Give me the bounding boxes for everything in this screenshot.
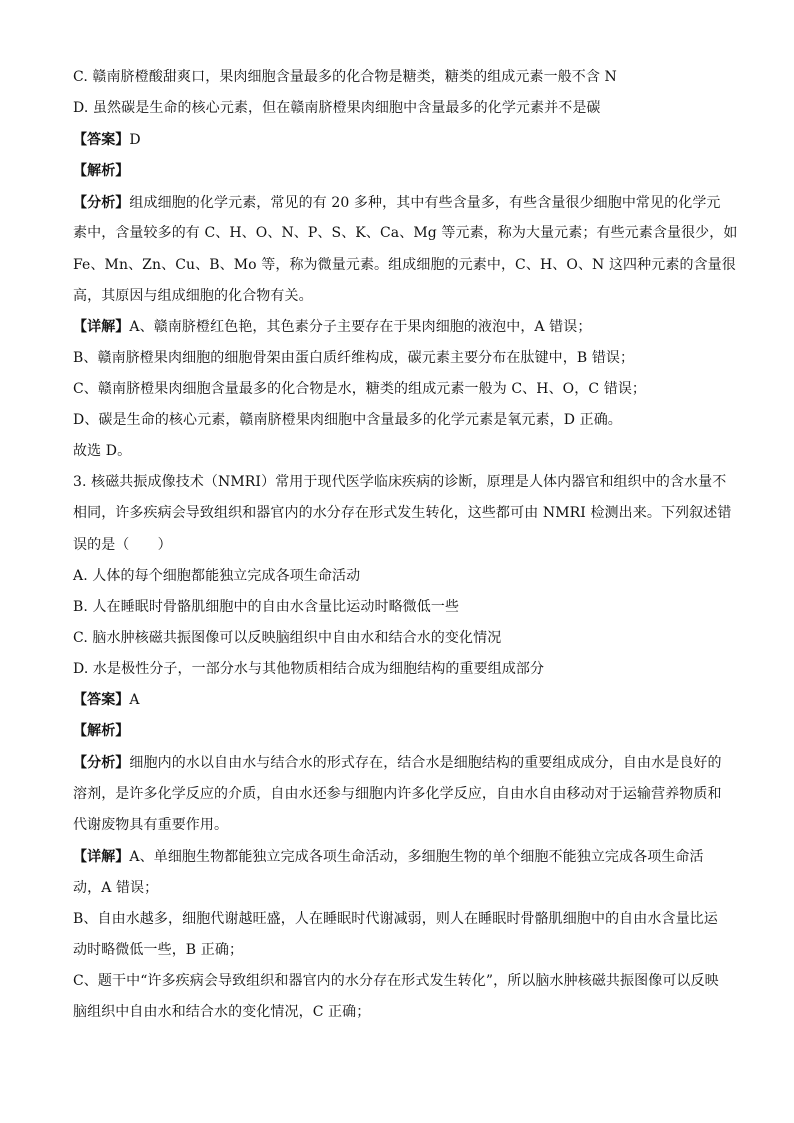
text-line (73, 161, 129, 181)
text-line (73, 98, 601, 118)
line-text: D. 水是极性分子，一部分水与其他物质相结合成为细胞结构的重要组成部分 (73, 661, 545, 677)
text-line (73, 441, 131, 461)
text-line (73, 659, 544, 679)
line-text: 故选 D。 (73, 443, 132, 459)
line-text: A (129, 692, 140, 708)
text-line (73, 193, 721, 213)
section-tag: 【分析】 (73, 195, 130, 211)
line-text: B. 人在睡眠时骨骼肌细胞中的自由水含量比运动时略微低一些 (73, 599, 460, 615)
text-line (73, 971, 719, 991)
line-text: D、碳是生命的核心元素，赣南脐橙果肉细胞中含量最多的化学元素是氧元素，D 正确。 (73, 412, 622, 428)
text-line (73, 317, 591, 337)
text-line (73, 784, 722, 804)
line-text: 3. 核磁共振成像技术（NMRI）常用于现代医学临床疾病的诊断，原理是人体内器官和组织中的含水量不 (73, 474, 727, 490)
text-line (73, 909, 718, 929)
line-text: 脑组织中自由水和结合水的变化情况，C 正确； (73, 1004, 371, 1020)
line-text: C. 脑水肿核磁共振图像可以反映脑组织中自由水和结合水的变化情况 (73, 630, 502, 646)
text-line (73, 878, 158, 898)
text-line (73, 379, 646, 399)
line-text: D (129, 132, 141, 148)
text-line (73, 503, 731, 523)
text-line (73, 410, 622, 430)
line-text: 细胞内的水以自由水与结合水的形式存在，结合水是细胞结构的重要组成成分，自由水是良好的 (129, 755, 722, 771)
line-text: 动，A 错误； (73, 880, 159, 896)
text-line (73, 255, 736, 275)
text-line (73, 847, 704, 867)
text-line (73, 348, 634, 368)
text-line (73, 940, 243, 960)
line-text: D. 虽然碳是生命的核心元素，但在赣南脐橙果肉细胞中含量最多的化学元素并不是碳 (73, 100, 601, 116)
section-tag: 【详解】 (73, 319, 130, 335)
text-line (73, 690, 140, 710)
line-text: B、赣南脐橙果肉细胞的细胞骨架由蛋白质纤维构成，碳元素主要分布在肽键中，B 错误； (73, 350, 635, 366)
line-text: 代谢废物具有重要作用。 (73, 817, 229, 833)
section-tag: 【分析】 (73, 755, 130, 771)
text-line (73, 472, 726, 492)
text-line (73, 286, 313, 306)
section-tag: 【答案】 (73, 132, 130, 148)
line-text: 溶剂，是许多化学反应的介质，自由水还参与细胞内许多化学反应，自由水自由移动对于运输营养物质和 (73, 786, 722, 802)
line-text: C. 赣南脐橙酸甜爽口，果肉细胞含量最多的化合物是糖类，糖类的组成元素一般不含 N (73, 69, 617, 85)
text-line (73, 130, 141, 150)
text-line (73, 223, 737, 243)
text-line (73, 815, 228, 835)
line-text: B、自由水越多，细胞代谢越旺盛，人在睡眠时代谢减弱，则人在睡眠时骨骼肌细胞中的自由水含量比运 (73, 911, 718, 927)
line-text: A、单细胞生物都能独立完成各项生命活动，多细胞生物的单个细胞不能独立完成各项生命活 (129, 849, 704, 865)
line-text: 素中，含量较多的有 C、H、O、N、P、S、K、Ca、Mg 等元素，称为大量元素；有些元素含量很少，如 (73, 225, 738, 241)
section-tag: 【解析】 (73, 163, 130, 179)
text-line (73, 597, 459, 617)
line-text: 相同，许多疾病会导致组织和器官内的水分存在形式发生转化，这些都可由 NMRI 检测出来。下列叙述错 (73, 505, 732, 521)
section-tag: 【答案】 (73, 692, 130, 708)
text-line (73, 67, 617, 87)
line-text: 误的是（ ） (73, 537, 172, 553)
line-text: A、赣南脐橙红色艳，其色素分子主要存在于果肉细胞的液泡中，A 错误； (129, 319, 592, 335)
text-line (73, 628, 501, 648)
text-line (73, 1002, 370, 1022)
line-text: C、赣南脐橙果肉细胞含量最多的化合物是水，糖类的组成元素一般为 C、H、O，C 错误； (73, 381, 647, 397)
line-text: 组成细胞的化学元素，常见的有 20 多种，其中有些含量多，有些含量很少细胞中常见的化学元 (129, 195, 721, 211)
line-text: Fe、Mn、Zn、Cu、B、Mo 等，称为微量元素。组成细胞的元素中，C、H、O、N 这四种元素的含量很 (73, 257, 736, 273)
line-text: 动时略微低一些，B 正确； (73, 942, 244, 958)
text-line (73, 721, 129, 741)
section-tag: 【详解】 (73, 849, 130, 865)
section-tag: 【解析】 (73, 723, 130, 739)
line-text: 高，其原因与组成细胞的化合物有关。 (73, 288, 313, 304)
line-text: A. 人体的每个细胞都能独立完成各项生命活动 (73, 568, 361, 584)
text-line (73, 753, 722, 773)
text-line (73, 535, 172, 555)
line-text: C、题干中“许多疾病会导致组织和器官内的水分存在形式发生转化”，所以脑水肿核磁共振图像可以反映 (73, 973, 719, 989)
text-line (73, 566, 360, 586)
